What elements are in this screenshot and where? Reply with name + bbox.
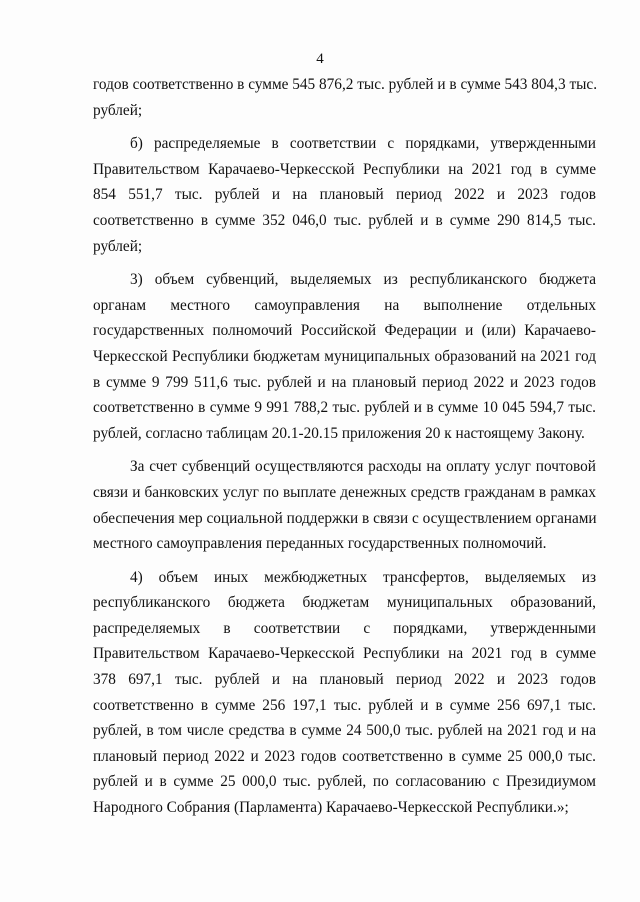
text-line: 3) объем субвенций, выделяемых из республиканского бюджета	[130, 271, 596, 289]
text-line: соответственно в сумме 352 046,0 тыс. рублей и в сумме 290 814,5 тыс.	[93, 211, 596, 229]
text-line: рублей;	[93, 237, 143, 255]
text-line: 854 551,7 тыс. рублей и на плановый период 2022 и 2023 годов	[93, 186, 596, 204]
page-number: 4	[316, 51, 324, 67]
paragraph-gap	[93, 557, 596, 565]
text-line: связи и банковских услуг по выплате денежных средств гражданам в рамках	[93, 483, 596, 501]
paragraph-subv	[93, 454, 596, 556]
text-line: 378 697,1 тыс. рублей и на плановый период 2022 и 2023 годов	[93, 671, 596, 689]
paragraph-b	[93, 131, 596, 259]
paragraph-4	[93, 565, 596, 821]
text-line: в сумме 9 799 511,6 тыс. рублей и на плановый период 2022 и 2023 годов	[93, 373, 596, 391]
text-line: рублей и в сумме 25 000,0 тыс. рублей, по согласованию с Президиумом	[93, 773, 596, 791]
text-line: республиканского бюджета бюджетам муниципальных образований,	[93, 594, 596, 612]
text-line: годов соответственно в сумме 545 876,2 тыс. рублей и в сумме 543 804,3 тыс.	[93, 76, 598, 93]
text-line: б) распределяемые в соответствии с порядками, утвержденными	[130, 135, 596, 153]
paragraph-3	[93, 267, 596, 446]
text-line: Народного Собрания (Парламента) Карачаево-Черкесской Республики.»;	[93, 799, 569, 817]
text-line: соответственно в сумме 256 197,1 тыс. рублей и в сумме 256 697,1 тыс.	[93, 696, 596, 714]
text-line: плановый период 2022 и 2023 годов соответственно в сумме 25 000,0 тыс.	[93, 747, 596, 765]
text-line: рублей;	[93, 101, 143, 119]
text-line: Правительством Карачаево-Черкесской Республики на 2021 год в сумме	[93, 160, 596, 178]
text-line: 4) объем иных межбюджетных трансфертов, выделяемых из	[130, 568, 596, 586]
paragraph-continuation	[93, 72, 596, 123]
paragraph-gap	[93, 123, 596, 131]
text-line: рублей, согласно таблицам 20.1-20.15 приложения 20 к настоящему Закону.	[93, 424, 585, 442]
text-line: местного самоуправления переданных государственных полномочий.	[93, 535, 547, 553]
text-line: Черкесской Республики бюджетам муниципальных образований на 2021 год	[93, 347, 596, 365]
text-line: органам местного самоуправления на выполнение отдельных	[93, 296, 596, 314]
paragraph-gap	[93, 446, 596, 454]
text-line: За счет субвенций осуществляются расходы на оплату услуг почтовой	[130, 458, 596, 476]
text-line: обеспечения мер социальной поддержки в связи с осуществлением органами	[93, 509, 597, 527]
text-line: государственных полномочий Российской Федерации и (или) Карачаево-	[93, 322, 596, 340]
text-line: Правительством Карачаево-Черкесской Республики на 2021 год в сумме	[93, 645, 596, 663]
paragraph-gap	[93, 259, 596, 267]
document-body	[93, 72, 596, 821]
text-line: соответственно в сумме 9 991 788,2 тыс. рублей и в сумме 10 045 594,7 тыс.	[93, 399, 596, 417]
text-line: рублей, в том числе средства в сумме 24 500,0 тыс. рублей на 2021 год и на	[93, 722, 596, 740]
text-line: распределяемых в соответствии с порядками, утвержденными	[93, 619, 596, 637]
